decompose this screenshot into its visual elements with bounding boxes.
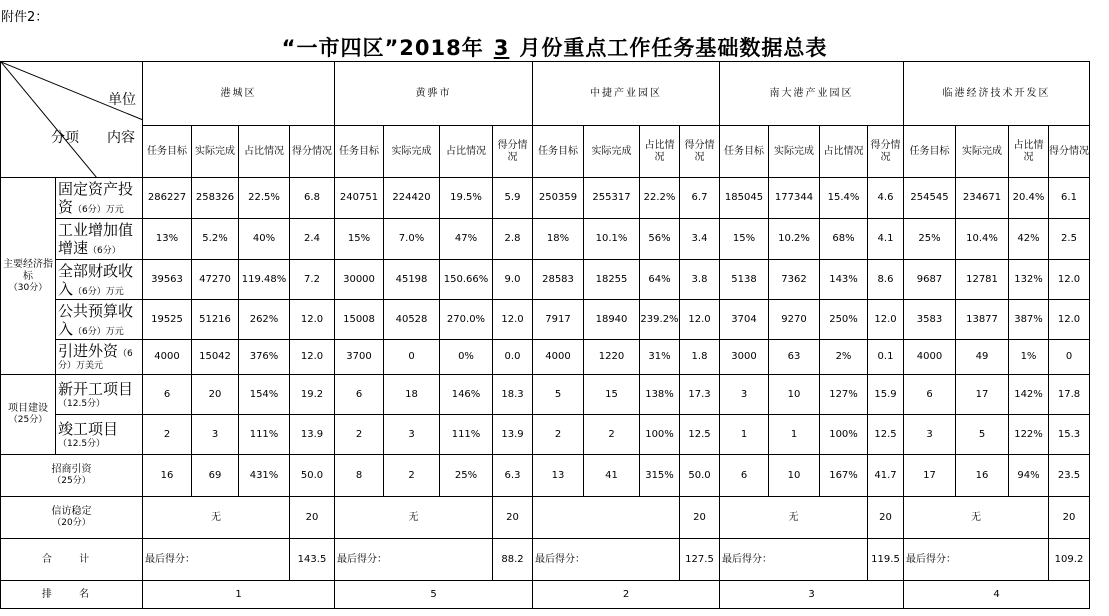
value-cell: 3583 xyxy=(904,300,956,340)
value-cell: 3 xyxy=(720,375,769,415)
value-cell: 40% xyxy=(239,219,290,260)
value-cell: 8.6 xyxy=(868,260,904,300)
value-cell: 142% xyxy=(1009,375,1049,415)
value-cell: 17 xyxy=(904,455,956,497)
petition-score: 20 xyxy=(868,497,904,539)
petition-score: 20 xyxy=(680,497,720,539)
value-cell: 25% xyxy=(440,455,493,497)
value-cell: 7362 xyxy=(769,260,820,300)
sub-header: 实际完成 xyxy=(956,126,1009,178)
rank-value: 2 xyxy=(533,581,720,609)
value-cell: 2 xyxy=(335,415,384,455)
value-cell: 5 xyxy=(956,415,1009,455)
value-cell: 20 xyxy=(192,375,239,415)
sub-header: 占比情况 xyxy=(440,126,493,178)
value-cell: 6.8 xyxy=(290,178,335,219)
value-cell: 12781 xyxy=(956,260,1009,300)
value-cell: 146% xyxy=(440,375,493,415)
indicator-row xyxy=(1,300,1090,340)
value-cell: 262% xyxy=(239,300,290,340)
value-cell: 6 xyxy=(335,375,384,415)
final-score-label: 最后得分： xyxy=(533,539,680,581)
value-cell: 240751 xyxy=(335,178,384,219)
sub-header: 实际完成 xyxy=(384,126,440,178)
value-cell: 3.4 xyxy=(680,219,720,260)
value-cell: 4.6 xyxy=(868,178,904,219)
sub-header: 任务目标 xyxy=(335,126,384,178)
value-cell: 15042 xyxy=(192,340,239,375)
value-cell: 45198 xyxy=(384,260,440,300)
value-cell: 250% xyxy=(820,300,868,340)
value-cell: 0.1 xyxy=(868,340,904,375)
value-cell: 41 xyxy=(584,455,640,497)
title-suffix: 月份重点工作任务基础数据总表 xyxy=(519,36,828,60)
petition-text: 无 xyxy=(143,497,290,539)
final-score: 88.2 xyxy=(493,539,533,581)
value-cell: 1 xyxy=(720,415,769,455)
sub-header: 得分情况 xyxy=(290,126,335,178)
sub-header: 得分情况 xyxy=(680,126,720,178)
value-cell: 15% xyxy=(720,219,769,260)
indicator-note: （6分）万元 xyxy=(73,326,124,337)
value-cell: 12.0 xyxy=(290,300,335,340)
indicator-note: （6分）万元 xyxy=(73,286,124,297)
group-score: （30分） xyxy=(8,282,48,293)
value-cell: 18940 xyxy=(584,300,640,340)
value-cell: 50.0 xyxy=(290,455,335,497)
value-cell: 315% xyxy=(640,455,680,497)
indicator-row xyxy=(1,340,1090,375)
value-cell: 6 xyxy=(143,375,192,415)
group-name: 主要经济指标 xyxy=(3,258,53,282)
value-cell: 150.66% xyxy=(440,260,493,300)
value-cell: 9270 xyxy=(769,300,820,340)
value-cell: 5.9 xyxy=(493,178,533,219)
final-score-label: 最后得分： xyxy=(335,539,493,581)
value-cell: 111% xyxy=(440,415,493,455)
value-cell: 7917 xyxy=(533,300,584,340)
value-cell: 39563 xyxy=(143,260,192,300)
indicator-label xyxy=(56,219,143,260)
value-cell: 18 xyxy=(384,375,440,415)
value-cell: 16 xyxy=(143,455,192,497)
indicator-note: （12.5分） xyxy=(58,438,106,449)
value-cell: 132% xyxy=(1009,260,1049,300)
corner-category-label: 分项 xyxy=(51,130,79,146)
value-cell: 127% xyxy=(820,375,868,415)
value-cell: 15.9 xyxy=(868,375,904,415)
value-cell: 94% xyxy=(1009,455,1049,497)
attachment-label: 附件2： xyxy=(1,10,49,25)
value-cell: 5.2% xyxy=(192,219,239,260)
value-cell: 18% xyxy=(533,219,584,260)
value-cell: 143% xyxy=(820,260,868,300)
value-cell: 17.8 xyxy=(1049,375,1090,415)
value-cell: 30000 xyxy=(335,260,384,300)
region-header: 黄骅市 xyxy=(335,62,533,126)
value-cell: 51216 xyxy=(192,300,239,340)
value-cell: 15.4% xyxy=(820,178,868,219)
value-cell: 28583 xyxy=(533,260,584,300)
value-cell: 6 xyxy=(904,375,956,415)
petition-text xyxy=(533,497,680,539)
investment-row xyxy=(1,455,1090,497)
value-cell: 431% xyxy=(239,455,290,497)
group-label xyxy=(1,178,56,375)
value-cell: 3 xyxy=(192,415,239,455)
value-cell: 111% xyxy=(239,415,290,455)
value-cell: 234671 xyxy=(956,178,1009,219)
value-cell: 68% xyxy=(820,219,868,260)
value-cell: 7.2 xyxy=(290,260,335,300)
value-cell: 2.5 xyxy=(1049,219,1090,260)
petition-name: 信访稳定 xyxy=(51,506,92,517)
value-cell: 47270 xyxy=(192,260,239,300)
value-cell: 0% xyxy=(440,340,493,375)
value-cell: 12.0 xyxy=(680,300,720,340)
value-cell: 5 xyxy=(533,375,584,415)
value-cell: 4000 xyxy=(143,340,192,375)
value-cell: 2.4 xyxy=(290,219,335,260)
value-cell: 250359 xyxy=(533,178,584,219)
value-cell: 12.0 xyxy=(868,300,904,340)
value-cell: 3704 xyxy=(720,300,769,340)
value-cell: 19.5% xyxy=(440,178,493,219)
value-cell: 258326 xyxy=(192,178,239,219)
value-cell: 2 xyxy=(384,455,440,497)
petition-text: 无 xyxy=(335,497,493,539)
value-cell: 2.8 xyxy=(493,219,533,260)
value-cell: 138% xyxy=(640,375,680,415)
value-cell: 6.1 xyxy=(1049,178,1090,219)
sub-header: 任务目标 xyxy=(143,126,192,178)
group-name: 项目建设 xyxy=(8,403,48,414)
indicator-label xyxy=(56,178,143,219)
value-cell: 15% xyxy=(335,219,384,260)
sub-header: 任务目标 xyxy=(720,126,769,178)
indicator-label xyxy=(56,300,143,340)
header-row-regions xyxy=(1,62,1090,126)
value-cell: 4000 xyxy=(533,340,584,375)
sub-header: 任务目标 xyxy=(904,126,956,178)
value-cell: 19.2 xyxy=(290,375,335,415)
rank-value: 4 xyxy=(904,581,1090,609)
sub-header: 实际完成 xyxy=(584,126,640,178)
value-cell: 13877 xyxy=(956,300,1009,340)
value-cell: 12.0 xyxy=(290,340,335,375)
investment-name: 招商引资 xyxy=(51,464,92,475)
value-cell: 239.2% xyxy=(640,300,680,340)
value-cell: 3.8 xyxy=(680,260,720,300)
value-cell: 122% xyxy=(1009,415,1049,455)
data-table xyxy=(0,61,1090,609)
rank-value: 3 xyxy=(720,581,904,609)
petition-text: 无 xyxy=(720,497,868,539)
total-row xyxy=(1,539,1090,581)
value-cell: 47% xyxy=(440,219,493,260)
indicator-name: 工业增加值增速 xyxy=(58,221,134,257)
value-cell: 4.1 xyxy=(868,219,904,260)
final-score-label: 最后得分： xyxy=(720,539,868,581)
value-cell: 0 xyxy=(384,340,440,375)
petition-score: 20 xyxy=(290,497,335,539)
indicator-label xyxy=(56,340,143,375)
sub-header: 实际完成 xyxy=(192,126,239,178)
value-cell: 6.3 xyxy=(493,455,533,497)
value-cell: 42% xyxy=(1009,219,1049,260)
value-cell: 185045 xyxy=(720,178,769,219)
value-cell: 50.0 xyxy=(680,455,720,497)
indicator-note: （12.5分） xyxy=(58,398,106,409)
value-cell: 13 xyxy=(533,455,584,497)
value-cell: 3000 xyxy=(720,340,769,375)
indicator-row xyxy=(1,219,1090,260)
value-cell: 69 xyxy=(192,455,239,497)
indicator-note: （6分）万元 xyxy=(73,205,124,215)
value-cell: 31% xyxy=(640,340,680,375)
sub-header: 实际完成 xyxy=(769,126,820,178)
indicator-row xyxy=(1,260,1090,300)
sub-header: 得分情况 xyxy=(493,126,533,178)
value-cell: 49 xyxy=(956,340,1009,375)
indicator-label xyxy=(56,375,143,415)
final-score-label: 最后得分： xyxy=(904,539,1049,581)
value-cell: 0 xyxy=(1049,340,1090,375)
region-header: 中捷产业园区 xyxy=(533,62,720,126)
value-cell: 9687 xyxy=(904,260,956,300)
value-cell: 23.5 xyxy=(1049,455,1090,497)
value-cell: 20.4% xyxy=(1009,178,1049,219)
sub-header: 任务目标 xyxy=(533,126,584,178)
corner-unit-label: 单位 xyxy=(108,92,136,108)
value-cell: 6 xyxy=(720,455,769,497)
indicator-name: 固定资产投资 xyxy=(58,180,134,216)
indicator-note: （6分） xyxy=(88,246,121,256)
region-header: 临港经济技术开发区 xyxy=(904,62,1090,126)
value-cell: 10 xyxy=(769,455,820,497)
value-cell: 10 xyxy=(769,375,820,415)
rank-row xyxy=(1,581,1090,609)
region-header: 港城区 xyxy=(143,62,335,126)
final-score: 119.5 xyxy=(868,539,904,581)
value-cell: 7.0% xyxy=(384,219,440,260)
total-label: 合 计 xyxy=(1,539,143,581)
sub-header: 占比情况 xyxy=(239,126,290,178)
region-header: 南大港产业园区 xyxy=(720,62,904,126)
sub-header: 得分情况 xyxy=(868,126,904,178)
header-row-subheaders xyxy=(1,126,1090,178)
rank-label: 排 名 xyxy=(1,581,143,609)
indicator-name: 新开工项目 xyxy=(58,379,134,398)
sub-header: 占比情况 xyxy=(640,126,680,178)
value-cell: 1.8 xyxy=(680,340,720,375)
value-cell: 12.0 xyxy=(493,300,533,340)
value-cell: 0.0 xyxy=(493,340,533,375)
sub-header: 占比情况 xyxy=(820,126,868,178)
page-title xyxy=(0,32,1109,62)
value-cell: 2 xyxy=(584,415,640,455)
value-cell: 8 xyxy=(335,455,384,497)
corner-content-label: 内容 xyxy=(107,130,135,146)
indicator-row xyxy=(1,178,1090,219)
value-cell: 167% xyxy=(820,455,868,497)
petition-score: 20 xyxy=(1049,497,1090,539)
value-cell: 270.0% xyxy=(440,300,493,340)
final-score: 127.5 xyxy=(680,539,720,581)
corner-header xyxy=(1,62,143,178)
value-cell: 10.2% xyxy=(769,219,820,260)
indicator-name: 竣工项目 xyxy=(58,419,119,438)
value-cell: 19525 xyxy=(143,300,192,340)
value-cell: 41.7 xyxy=(868,455,904,497)
rank-value: 5 xyxy=(335,581,533,609)
indicator-name: 全部财政收入 xyxy=(58,261,134,298)
value-cell: 15008 xyxy=(335,300,384,340)
value-cell: 10.1% xyxy=(584,219,640,260)
indicator-name: 引进外资 xyxy=(58,342,119,360)
value-cell: 63 xyxy=(769,340,820,375)
value-cell: 25% xyxy=(904,219,956,260)
value-cell: 15 xyxy=(584,375,640,415)
final-score: 143.5 xyxy=(290,539,335,581)
value-cell: 18255 xyxy=(584,260,640,300)
value-cell: 17 xyxy=(956,375,1009,415)
petition-text: 无 xyxy=(904,497,1049,539)
value-cell: 10.4% xyxy=(956,219,1009,260)
value-cell: 12.5 xyxy=(868,415,904,455)
value-cell: 3700 xyxy=(335,340,384,375)
value-cell: 12.0 xyxy=(1049,260,1090,300)
value-cell: 2% xyxy=(820,340,868,375)
rank-value: 1 xyxy=(143,581,335,609)
value-cell: 18.3 xyxy=(493,375,533,415)
value-cell: 12.5 xyxy=(680,415,720,455)
value-cell: 1 xyxy=(769,415,820,455)
value-cell: 100% xyxy=(640,415,680,455)
value-cell: 15.3 xyxy=(1049,415,1090,455)
final-score-label: 最后得分： xyxy=(143,539,290,581)
sub-header: 得分情况 xyxy=(1049,126,1090,178)
value-cell: 387% xyxy=(1009,300,1049,340)
value-cell: 177344 xyxy=(769,178,820,219)
value-cell: 3 xyxy=(384,415,440,455)
corner-diagonals xyxy=(1,62,143,178)
value-cell: 22.2% xyxy=(640,178,680,219)
value-cell: 4000 xyxy=(904,340,956,375)
value-cell: 1220 xyxy=(584,340,640,375)
value-cell: 286227 xyxy=(143,178,192,219)
value-cell: 2 xyxy=(143,415,192,455)
value-cell: 64% xyxy=(640,260,680,300)
value-cell: 56% xyxy=(640,219,680,260)
value-cell: 2 xyxy=(533,415,584,455)
indicator-label xyxy=(56,415,143,455)
value-cell: 100% xyxy=(820,415,868,455)
indicator-row xyxy=(1,415,1090,455)
value-cell: 1% xyxy=(1009,340,1049,375)
value-cell: 9.0 xyxy=(493,260,533,300)
value-cell: 12.0 xyxy=(1049,300,1090,340)
group-label xyxy=(1,375,56,455)
petition-score: 20 xyxy=(493,497,533,539)
value-cell: 119.48% xyxy=(239,260,290,300)
value-cell: 22.5% xyxy=(239,178,290,219)
indicator-row xyxy=(1,375,1090,415)
sub-header: 占比情况 xyxy=(1009,126,1049,178)
value-cell: 3 xyxy=(904,415,956,455)
value-cell: 17.3 xyxy=(680,375,720,415)
investment-label xyxy=(1,455,143,497)
value-cell: 376% xyxy=(239,340,290,375)
value-cell: 16 xyxy=(956,455,1009,497)
group-score: （25分） xyxy=(8,415,48,425)
value-cell: 154% xyxy=(239,375,290,415)
petition-note: （20分） xyxy=(52,518,91,528)
value-cell: 13.9 xyxy=(493,415,533,455)
indicator-label xyxy=(56,260,143,300)
final-score: 109.2 xyxy=(1049,539,1090,581)
value-cell: 254545 xyxy=(904,178,956,219)
petition-row xyxy=(1,497,1090,539)
title-month: 3 xyxy=(493,36,510,60)
value-cell: 224420 xyxy=(384,178,440,219)
title-prefix: “一市四区”2018年 xyxy=(281,36,484,60)
investment-note: （25分） xyxy=(52,476,91,486)
value-cell: 5138 xyxy=(720,260,769,300)
value-cell: 13% xyxy=(143,219,192,260)
indicator-note: （6分）万美元 xyxy=(58,349,133,371)
petition-label xyxy=(1,497,143,539)
indicator-name: 公共预算收入 xyxy=(58,301,134,338)
value-cell: 40528 xyxy=(384,300,440,340)
value-cell: 6.7 xyxy=(680,178,720,219)
value-cell: 13.9 xyxy=(290,415,335,455)
value-cell: 255317 xyxy=(584,178,640,219)
